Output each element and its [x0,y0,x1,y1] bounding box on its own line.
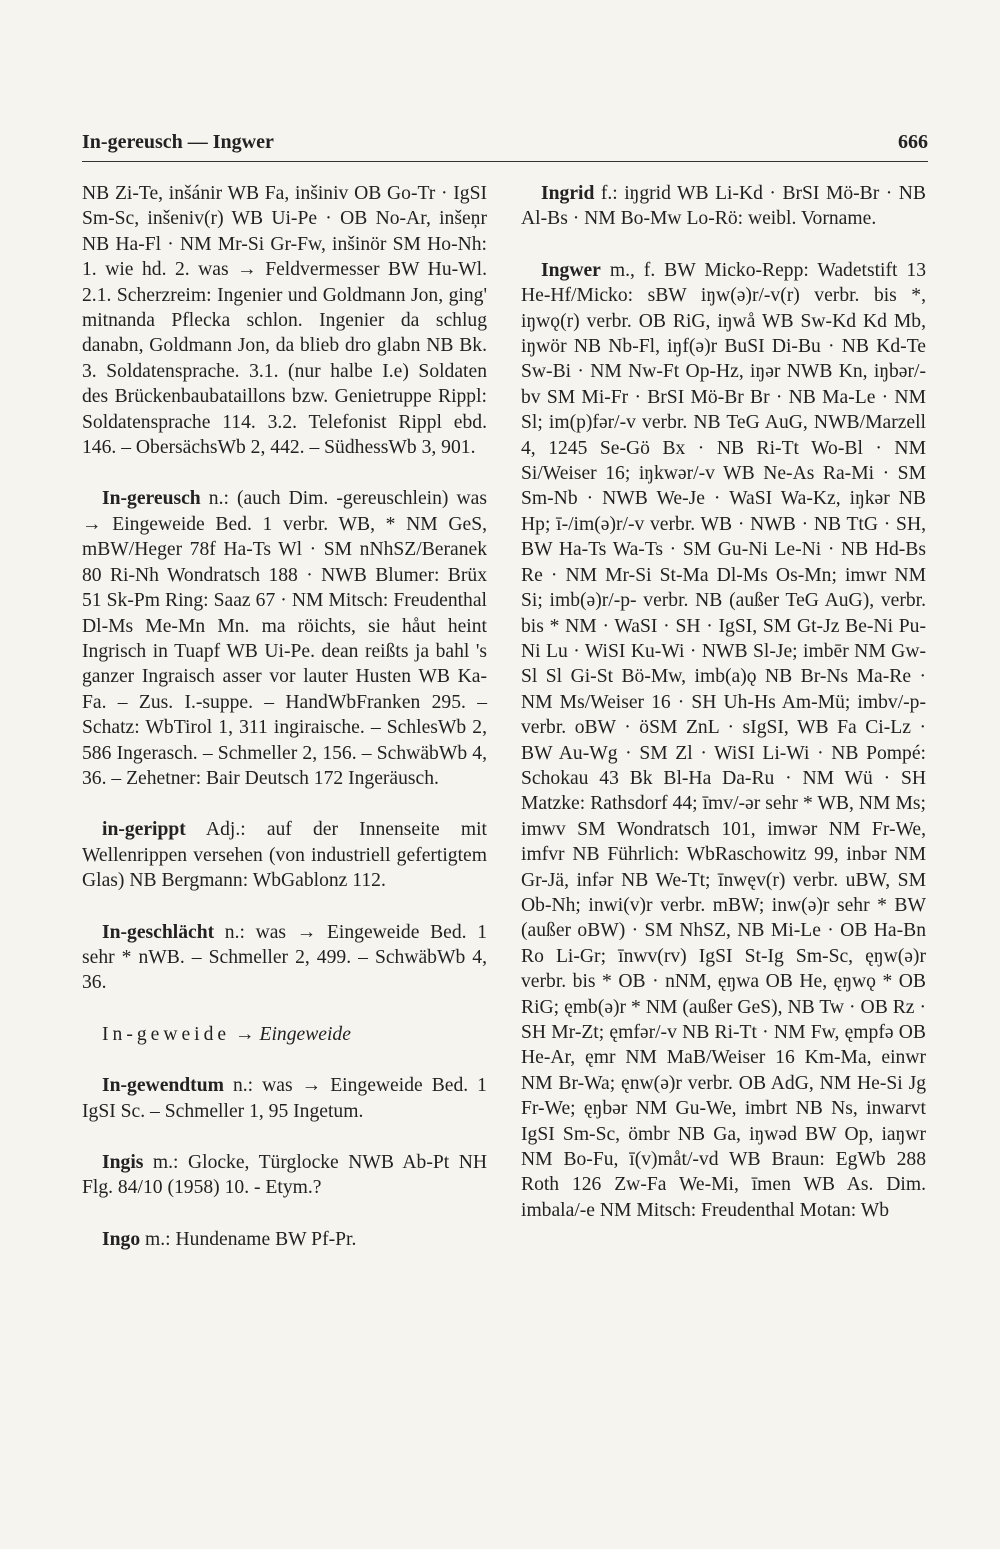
entry-body: n.: was → Eingeweide Bed. 1 IgSI Sc. – Schmeller 1, 95 Ingetum. [82,1075,487,1122]
entry-body: n.: (auch Dim. -gereuschlein) was → Eingeweide Bed. 1 verbr. WB, * NM GeS, mBW/Heger 78f Ha-Ts Wl · SM nNhSZ/Beranek 80 Ri-Nh Wondratsch 188 · NWB Blumer: Brüx 51 Sk-Pm Ring: Saaz 67 · NM Mitsch: Freudenthal Dl-Ms Me-Mn Mn. ma röichts, sie håut heint Ingrisch in Tuapf WB Ui-Pe. dean reißts ja bahl 's ganzer Ingraisch asser vor lauter Husten WB Ka-Fa. – Zus. I.-suppe. – HandWbFranken 295. – Schatz: WbTirol 1, 311 ingiraische. – SchlesWb 2, 586 Ingerasch. – Schmeller 2, 156. – SchwäbWb 4, 36. – Zehetner: Bair Deutsch 172 Ingeräusch. [82,488,487,789]
left-column [82,181,487,1278]
entry-headword: Ingis [102,1152,144,1173]
right-column [521,181,926,1249]
entry-body: n.: was → Eingeweide Bed. 1 sehr * nWB. – Schmeller 2, 499. – SchwäbWb 4, 36. [82,921,487,994]
continued-entry-text: NB Zi-Te, inšánir WB Fa, inšiniv OB Go-Tr · IgSI Sm-Sc, inšeniv(r) WB Ui-Pe · OB No-Ar, inšeņr NB Ha-Fl · NM Mr-Si Gr-Fw, inšinör SM Ho-Nh: 1. wie hd. 2. was → Feldvermesser BW Hu-Wl. 2.1. Scherzreim: Ingenier und Goldmann Jon, ging' mitnanda Pflecka schlon. Ingenier da schlug danabn, Goldmann Jon, da blieb dro glabn NB Bk. 3. Soldatensprache. 3.1. (nur halbe I.e) Soldaten des Brückenbaubataillons bzw. Genietruppe Rippl: Soldatensprache 114. 3.2. Telefonist Rippl ebd. 146. – ObersächsWb 2, 442. – SüdhessWb 3, 901. [82,183,487,459]
entry-body: m.: Glocke, Türglocke NWB Ab-Pt NH Flg. 84/10 (1958) 10. - Etym.? [82,1152,487,1199]
entry-headword: Ingwer [541,259,601,281]
entry-body: m.: Hundename BW Pf-Pr. [145,1228,357,1250]
entry-body: Adj.: auf der Innenseite mit Wellenrippen versehen (von industriell gefertigtem Glas) NB Bergmann: WbGablonz 112. [82,819,487,892]
entry-headword: In-geschlächt [102,921,215,943]
dictionary-entry [82,1073,487,1124]
entry-headword: In-gereusch [102,488,201,510]
dictionary-entry [82,486,487,791]
entry-headword: In-gewendtum [102,1075,224,1097]
entry-body: f.: iŋgrid WB Li-Kd · BrSI Mö-Br · NB Al-Bs · NM Bo-Mw Lo-Rö: weibl. Vorname. [521,183,926,230]
dictionary-entry [82,1227,487,1252]
entry-body: → Eingeweide [235,1023,351,1045]
entry-headword: In-geweide [102,1023,231,1045]
dictionary-entry [82,1022,487,1047]
dictionary-entry [521,258,926,1223]
dictionary-entry [82,817,487,893]
entry-headword: Ingrid [541,183,595,204]
dictionary-entry [82,1150,487,1201]
page-number: 666 [898,131,928,153]
running-head-title: In-gereusch — Ingwer [82,131,274,153]
dictionary-entry [82,920,487,996]
entry-headword: in-gerippt [102,819,186,841]
entry-headword: Ingo [102,1228,141,1250]
dictionary-entry [521,181,926,232]
running-header [82,131,928,162]
entry-body: m., f. BW Micko-Repp: Wadetstift 13 He-Hf/Micko: sBW iŋw(ə)r/-v(r) verbr. bis *, iŋwǫ(r) verbr. OB RiG, iŋwå WB Sw-Kd Kd Mb, iŋwör NB Nb-Fl, iŋf(ə)r BuSI Di-Bu · NB Kd-Te Sw-Bi · NM Nw-Ft Op-Hz, iŋər NWB Kn, iŋbər/-bv SM Mi-Fr · BrSI Mö-Br Br · NB Ma-Le · NM Sl; im(p)fər/-v verbr. NB TeG AuG, NWB/Marzell 4, 1245 Se-Gö Bx · NB Ri-Tt Wo-Bl · NM Si/Weiser 16; iŋkwər/-v WB Ne-As Ra-Mi · SM Sm-Nb · NWB We-Je · WaSI Wa-Kz, iŋkər NB Hp; ī-/im(ə)r/-v verbr. WB · NWB · NB TtG · SH, BW Ha-Ts Wa-Ts · SM Gu-Ni Le-Ni · NB Hd-Bs Re · NM Mr-Si St-Ma Dl-Ms Os-Mn; imwr NM Si; imb(ə)r/-p- verbr. NB (außer TeG AuG), verbr. bis * NM · WaSI · SH · IgSI, SM Gt-Jz Be-Ni Pu-Ni Lu · WiSI Ku-Wi · NWB Sl-Je; imbēr NM Gw-Sl Sl Gi-St Bö-Mw, imb(a)ǫ NB Br-Ns Ma-Re · NM Ms/Weiser 16 · SH Uh-Hs Am-Mü; imbv/-p- verbr. oBW · öSM ZnL · sIgSI, WB Fa Ci-Lz · BW Au-Wg · SM Zl · WiSI Li-Wi · NB Pompé: Schokau 43 Bk Bl-Ha Da-Ru · NM Wü · SH Matzke: Rathsdorf 44; īmv/-ər sehr * WB, NM Ms; imwv SM Wondratsch 101, imwər NM Fr-We, imfvr NB Führlich: WbRaschowitz 99, inbər NM Gr-Jä, infər NB We-Tt; īnwęv(r) verbr. uBW, SM Ob-Nh; inwi(v)r verbr. mBW; inw(ə)r sehr * BW (außer oBW) · SM NhSZ, NB Mi-Le · OB Ha-Bn Ro Li-Gr; īnwv(rv) IgSI St-Ig Sm-Sc, ęŋw(ə)r verbr. bis * OB · nNM, ęŋwa OB He, ęŋwǫ * OB RiG; ęmb(ə)r * NM (außer GeS), NB Tw · OB Rz · SH Mr-Zt; ęmfər/-v NB Ri-Tt · NM Fw, ęmpfə OB He-Ar, ęmr NM MaB/Weiser 16 Km-Ma, einwr NM Br-Wa; ęnw(ə)r verbr. OB AdG, NM He-Si Jg Fr-We; ęŋbər NM Gu-We, imbrt NB Ns, inwarvt IgSI Sm-Sc, ömbr NB Ga, iŋwəd BW Op, iaŋwr NM Bo-Fu, ī(v)måt/-vd WB Braun: EgWb 288 Roth 126 Zw-Fa We-Mi, īmen WB As. Dim. imbala/-e NM Mitsch: Freudenthal Motan: Wb [521,259,926,1221]
